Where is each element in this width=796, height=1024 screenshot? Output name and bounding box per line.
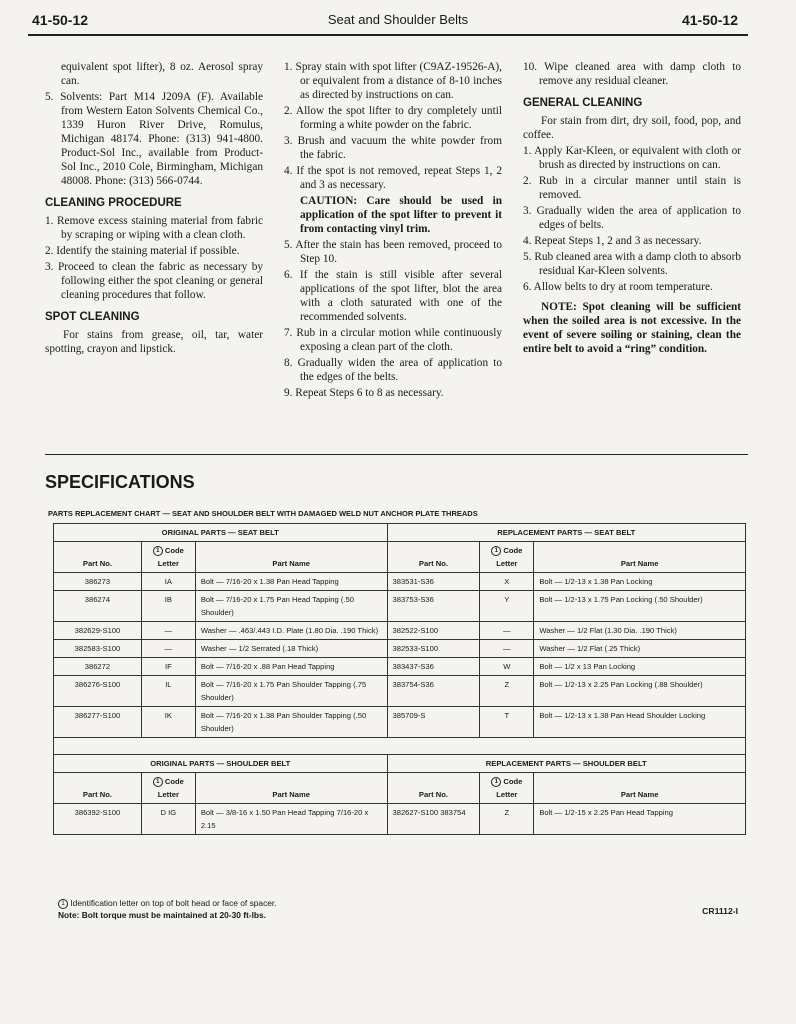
cell-part-no: 383437-S36 bbox=[387, 658, 480, 676]
cell-part-no: 382627-S100 383754 bbox=[387, 804, 480, 835]
column-header bbox=[141, 542, 195, 573]
chart-title: PARTS REPLACEMENT CHART — SEAT AND SHOULDER BELT WITH DAMAGED WELD NUT ANCHOR PLATE THREADS bbox=[48, 509, 478, 518]
cell-code: W bbox=[480, 658, 534, 676]
cell-code: Z bbox=[480, 804, 534, 835]
cell-part-no: 383753-S36 bbox=[387, 591, 480, 622]
column-header-code: Code bbox=[503, 777, 523, 786]
column-header-letter: Letter bbox=[157, 790, 179, 799]
cell-code: — bbox=[480, 622, 534, 640]
column-1 bbox=[45, 60, 263, 358]
figure-code: CR1112-I bbox=[702, 906, 738, 916]
cell-code: IL bbox=[141, 676, 195, 707]
section-heading: GENERAL CLEANING bbox=[523, 97, 643, 109]
paragraph: For stain from dirt, dry soil, food, pop, and coffee. bbox=[523, 115, 741, 141]
column-header bbox=[480, 773, 534, 804]
table-row bbox=[54, 804, 746, 835]
cell-part-name: Bolt — 7/16-20 x .88 Pan Head Tapping bbox=[195, 658, 387, 676]
list-item: 4. Repeat Steps 1, 2 and 3 as necessary. bbox=[523, 235, 702, 247]
cell-part-no: 386272 bbox=[54, 658, 142, 676]
section-rule bbox=[45, 454, 748, 455]
list-item: 6. If the stain is still visible after several applications of the spot lifter, blot the area with a cloth saturated with one of the recommended solvents. bbox=[284, 269, 502, 323]
list-item: 1. Remove excess staining material from fabric by scraping or wiping with a clean cloth. bbox=[45, 215, 263, 241]
cell-code: — bbox=[480, 640, 534, 658]
table-row bbox=[54, 676, 746, 707]
cell-part-no: 386276-S100 bbox=[54, 676, 142, 707]
footnote-marker-icon: 1 bbox=[491, 546, 501, 556]
list-item: 7. Rub in a circular motion while continuously exposing a clean part of the cloth. bbox=[284, 327, 502, 353]
table-row bbox=[54, 622, 746, 640]
table-row bbox=[54, 640, 746, 658]
cell-part-no: 382583-S100 bbox=[54, 640, 142, 658]
spacer-row bbox=[54, 738, 746, 755]
column-2 bbox=[284, 60, 502, 402]
footnote-marker-icon: 1 bbox=[153, 777, 163, 787]
table-row bbox=[54, 573, 746, 591]
column-header: Part No. bbox=[387, 773, 480, 804]
column-header: Part Name bbox=[534, 542, 746, 573]
list-item: 2. Allow the spot lifter to dry completely until forming a white powder on the fabric. bbox=[284, 105, 502, 131]
table-row bbox=[54, 707, 746, 738]
cell-part-name: Bolt — 7/16-20 x 1.38 Pan Head Tapping bbox=[195, 573, 387, 591]
column-header: Part No. bbox=[54, 542, 142, 573]
cell-part-name: Bolt — 7/16-20 x 1.75 Pan Head Tapping (.50 Shoulder) bbox=[195, 591, 387, 622]
cell-code: Y bbox=[480, 591, 534, 622]
cell-part-name: Bolt — 3/8-16 x 1.50 Pan Head Tapping 7/16-20 x 2.15 bbox=[195, 804, 387, 835]
cell-part-name: Bolt — 7/16-20 x 1.38 Pan Shoulder Tapping (.50 Shoulder) bbox=[195, 707, 387, 738]
group-header: REPLACEMENT PARTS — SEAT BELT bbox=[387, 524, 746, 542]
column-header-letter: Letter bbox=[496, 559, 518, 568]
cell-part-no: 383531-S36 bbox=[387, 573, 480, 591]
footnote-2: Note: Bolt torque must be maintained at 20-30 ft-lbs. bbox=[58, 910, 267, 920]
list-item: 8. Gradually widen the area of application to the edges of the belts. bbox=[284, 357, 502, 383]
footnote-1 bbox=[58, 897, 277, 909]
specifications-heading: SPECIFICATIONS bbox=[45, 472, 195, 492]
column-header bbox=[141, 773, 195, 804]
footnote-marker-icon: 1 bbox=[491, 777, 501, 787]
column-header: Part Name bbox=[195, 773, 387, 804]
caution-note: CAUTION: Care should be used in application of the spot lifter to prevent it from contacting vinyl trim. bbox=[300, 195, 502, 235]
cell-part-no: 386274 bbox=[54, 591, 142, 622]
cell-part-no: 383754-S36 bbox=[387, 676, 480, 707]
cell-part-name: Washer — .463/.443 I.D. Plate (1.80 Dia. .190 Thick) bbox=[195, 622, 387, 640]
cell-part-name: Bolt — 1/2-13 x 1.38 Pan Head Shoulder Locking bbox=[534, 707, 746, 738]
cell-code: T bbox=[480, 707, 534, 738]
column-header: Part Name bbox=[195, 542, 387, 573]
cell-part-no: 386392-S100 bbox=[54, 804, 142, 835]
cell-part-name: Bolt — 7/16-20 x 1.75 Pan Shoulder Tapping (.75 Shoulder) bbox=[195, 676, 387, 707]
list-item: 1. Apply Kar-Kleen, or equivalent with cloth or brush as directed by instructions on can. bbox=[523, 145, 741, 171]
list-item: 9. Repeat Steps 6 to 8 as necessary. bbox=[284, 387, 444, 399]
cell-part-name: Washer — 1/2 Flat (1.30 Dia. .190 Thick) bbox=[534, 622, 746, 640]
cell-part-no: 386277-S100 bbox=[54, 707, 142, 738]
list-item: 1. Spray stain with spot lifter (C9AZ-19526-A), or equivalent from a distance of 8-10 inches as directed by instructions on can. bbox=[284, 61, 502, 101]
footnote-text: Identification letter on top of bolt head or face of spacer. bbox=[70, 898, 277, 908]
cell-code: — bbox=[141, 640, 195, 658]
list-item: 4. If the spot is not removed, repeat Steps 1, 2 and 3 as necessary. bbox=[284, 165, 502, 191]
cell-part-no: 382533-S100 bbox=[387, 640, 480, 658]
page-number-right: 41-50-12 bbox=[681, 12, 738, 28]
list-item: 2. Identify the staining material if possible. bbox=[45, 245, 240, 257]
paragraph: For stains from grease, oil, tar, water spotting, crayon and lipstick. bbox=[45, 329, 263, 355]
cell-part-name: Bolt — 1/2-15 x 2.25 Pan Head Tapping bbox=[534, 804, 746, 835]
cell-part-no: 382522-S100 bbox=[387, 622, 480, 640]
cell-code: Z bbox=[480, 676, 534, 707]
header-rule bbox=[28, 34, 748, 36]
cell-code: IB bbox=[141, 591, 195, 622]
group-header: REPLACEMENT PARTS — SHOULDER BELT bbox=[387, 755, 746, 773]
list-item: 3. Proceed to clean the fabric as necessary by following either the spot cleaning or general cleaning procedures that follow. bbox=[45, 261, 263, 301]
footnote-marker-icon: 1 bbox=[153, 546, 163, 556]
cell-code: IA bbox=[141, 573, 195, 591]
cell-code: IK bbox=[141, 707, 195, 738]
list-item: 3. Brush and vacuum the white powder from the fabric. bbox=[284, 135, 502, 161]
column-header-code: Code bbox=[164, 546, 184, 555]
column-header: Part Name bbox=[534, 773, 746, 804]
list-item: 3. Gradually widen the area of application to edges of belts. bbox=[523, 205, 741, 231]
list-item: 5. Rub cleaned area with a damp cloth to absorb residual Kar-Kleen solvents. bbox=[523, 251, 741, 277]
column-header-code: Code bbox=[503, 546, 523, 555]
cell-part-no: 386273 bbox=[54, 573, 142, 591]
footnote-marker-icon: 1 bbox=[58, 899, 68, 909]
section-heading: CLEANING PROCEDURE bbox=[45, 197, 182, 209]
column-3 bbox=[523, 60, 741, 358]
list-item: 6. Allow belts to dry at room temperature. bbox=[523, 281, 713, 293]
list-item: equivalent spot lifter), 8 oz. Aerosol spray can. bbox=[61, 61, 263, 87]
column-header: Part No. bbox=[54, 773, 142, 804]
cell-code: D IG bbox=[141, 804, 195, 835]
list-item: 5. Solvents: Part M14 J209A (F). Available from Western Eaton Solvents Chemical Co., 1339 Huron River Drive, Romulus, Michigan 48174. Phone: (313) 941-4800. Product-Sol Inc., available from Product-Sol Inc., 2010 Cole, Birmingham, Michigan 48008. Phone: (313) 566-0744. bbox=[45, 91, 263, 187]
column-header-letter: Letter bbox=[496, 790, 518, 799]
table-row bbox=[54, 591, 746, 622]
cell-part-name: Washer — 1/2 Flat (.25 Thick) bbox=[534, 640, 746, 658]
list-item: 2. Rub in a circular manner until stain is removed. bbox=[523, 175, 741, 201]
list-item: 5. After the stain has been removed, proceed to Step 10. bbox=[284, 239, 502, 265]
cell-code: IF bbox=[141, 658, 195, 676]
list-item: 10. Wipe cleaned area with damp cloth to remove any residual cleaner. bbox=[523, 61, 741, 87]
section-heading: SPOT CLEANING bbox=[45, 311, 140, 323]
cell-code: — bbox=[141, 622, 195, 640]
cell-part-no: 382629-S100 bbox=[54, 622, 142, 640]
column-header: Part No. bbox=[387, 542, 480, 573]
note: NOTE: Spot cleaning will be sufficient when the soiled area is not excessive. In the event of severe soiling or staining, clean the entire belt to avoid a “ring” condition. bbox=[523, 301, 741, 355]
column-header-code: Code bbox=[164, 777, 184, 786]
cell-part-name: Bolt — 1/2-13 x 1.38 Pan Locking bbox=[534, 573, 746, 591]
cell-part-name: Bolt — 1/2-13 x 1.75 Pan Locking (.50 Shoulder) bbox=[534, 591, 746, 622]
column-header bbox=[480, 542, 534, 573]
parts-replacement-table bbox=[53, 523, 746, 835]
cell-part-name: Bolt — 1/2-13 x 2.25 Pan Locking (.88 Shoulder) bbox=[534, 676, 746, 707]
group-header: ORIGINAL PARTS — SEAT BELT bbox=[54, 524, 388, 542]
cell-part-no: 385709-S bbox=[387, 707, 480, 738]
group-header: ORIGINAL PARTS — SHOULDER BELT bbox=[54, 755, 388, 773]
cell-code: X bbox=[480, 573, 534, 591]
cell-part-name: Bolt — 1/2 x 13 Pan Locking bbox=[534, 658, 746, 676]
table-row bbox=[54, 658, 746, 676]
footnotes bbox=[58, 897, 277, 921]
column-header-letter: Letter bbox=[157, 559, 179, 568]
page-number-left: 41-50-12 bbox=[32, 12, 89, 28]
page-title: Seat and Shoulder Belts bbox=[327, 12, 469, 27]
cell-part-name: Washer — 1/2 Serrated (.18 Thick) bbox=[195, 640, 387, 658]
